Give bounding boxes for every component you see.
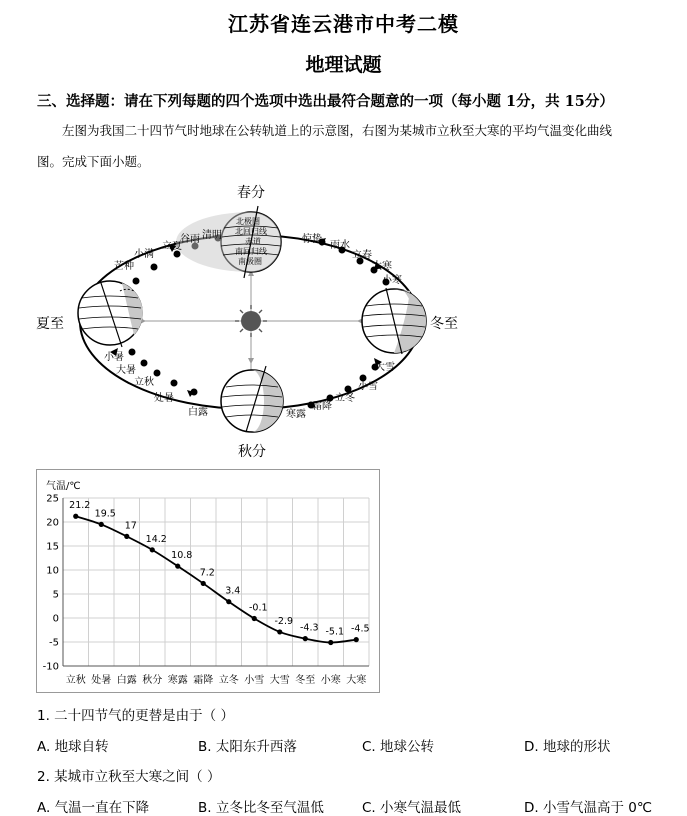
data-point [277,629,282,634]
data-label: -0.1 [248,602,268,614]
term-xiaohan: 小寒 [382,275,402,286]
question-2-stem: 2. 某城市立秋至大寒之间（ ） [37,769,221,785]
data-point [328,640,333,645]
x-tick-label: 大雪 [269,675,290,686]
x-tick-label: 处暑 [91,675,112,686]
term-liqiu: 立秋 [134,377,154,388]
y-tick-label: 15 [46,541,59,553]
y-tick-label: -5 [49,637,59,649]
data-label: -2.9 [274,615,294,627]
chart-ylabel: 气温/℃ [46,481,81,492]
globe-autumn [221,366,283,432]
data-point [252,616,257,621]
data-label: -4.3 [299,622,319,634]
term-lidong: 立冬 [335,393,355,404]
term-bailu: 白露 [188,407,208,418]
term-jingzhe: 惊蛰 [302,234,322,245]
y-tick-label: 0 [52,613,59,625]
data-point [303,636,308,641]
arrow-icon [248,358,254,364]
intro-line-2: 图。完成下面小题。 [37,154,150,169]
data-point [150,547,155,552]
term-yushui: 雨水 [330,240,350,251]
season-label-winter: 冬至 [430,316,458,332]
data-label: 10.8 [171,550,193,562]
data-label: 14.2 [145,533,167,545]
y-tick-label: 25 [46,493,59,505]
x-tick-label: 白露 [116,675,137,686]
globe-label-arctic: 北极圈 [236,217,260,226]
globe-label-antarctic: 南极圈 [238,257,262,266]
question-2-option-a[interactable]: A. 气温一直在下降 [37,800,150,816]
term-xiaoxue: 小雪 [358,381,378,392]
globe-label-equator: 赤道 [245,237,261,246]
x-tick-label: 立秋 [65,675,86,686]
question-1-option-c[interactable]: C. 地球公转 [362,739,435,755]
y-tick-label: 10 [46,565,59,577]
term-lichun: 立春 [352,250,372,261]
term-hanlu: 寒露 [286,409,306,420]
data-point [124,534,129,539]
data-point [73,514,78,519]
term-xiaoman: 小满 [134,249,154,260]
x-tick-label: 小寒 [320,675,341,686]
x-tick-label: 寒露 [167,675,188,686]
y-tick-label: -10 [42,661,59,673]
x-tick-label: 立冬 [218,675,239,686]
x-tick-label: 小雪 [244,675,265,686]
season-label-autumn: 秋分 [238,444,266,460]
term-shuangjiang: 霜降 [312,401,332,412]
season-label-summer: 夏至 [36,316,64,332]
x-tick-label: 秋分 [142,675,163,686]
term-qingming: 清明 [202,230,222,241]
data-label: 21.2 [69,500,91,512]
section-heading: 三、选择题：请在下列每题的四个选项中选出最符合题意的一项（每小题 1分，共 15分） [37,93,614,110]
page-title: 江苏省连云港市中考二模 [228,12,459,36]
data-label: 3.4 [225,585,241,597]
x-tick-label: 冬至 [295,675,316,686]
question-2-option-c[interactable]: C. 小寒气温最低 [362,800,462,816]
globe-summer [78,280,143,347]
intro-line-1: 左图为我国二十四节气时地球在公转轨道上的示意图，右图为某城市立秋至大寒的平均气温变化曲线 [62,123,613,138]
globe-winter [362,288,426,354]
term-daxue: 大雪 [375,362,395,373]
question-1-option-d[interactable]: D. 地球的形状 [524,739,611,755]
term-lixia: 立夏 [162,241,182,252]
data-point [354,637,359,642]
data-label: -4.5 [350,623,370,635]
term-guyu: 谷雨 [180,234,200,245]
term-chushu: 处暑 [154,393,174,404]
data-point [99,522,104,527]
data-label: 7.2 [199,567,215,579]
globe-label-tropic-capricorn: 南回归线 [235,247,267,256]
data-point [226,599,231,604]
term-dashu: 大暑 [116,365,136,376]
term-xiaoshu: 小暑 [104,352,124,363]
question-2-option-b[interactable]: B. 立冬比冬至气温低 [198,800,324,816]
season-label-spring: 春分 [237,185,265,201]
orbit-diagram [30,180,470,462]
question-2-option-d[interactable]: D. 小雪气温高于 0℃ [524,800,653,816]
question-1-stem: 1. 二十四节气的更替是由于（ ） [37,708,234,724]
y-tick-label: 5 [52,589,59,601]
temperature-chart [36,469,381,694]
term-mangzhong: 芒种 [114,261,134,272]
page-subtitle: 地理试题 [305,54,382,76]
data-label: 17 [124,520,137,532]
data-label: 19.5 [94,508,116,520]
x-tick-label: 霜降 [193,675,214,686]
question-1-option-b[interactable]: B. 太阳东升西落 [198,739,297,755]
data-point [201,581,206,586]
globe-label-tropic-cancer: 北回归线 [235,227,267,236]
x-tick-label: 大寒 [346,675,367,686]
term-dahan: 大寒 [372,261,392,272]
data-label: -5.1 [325,626,345,638]
data-point [175,564,180,569]
y-tick-label: 20 [46,517,59,529]
question-1-option-a[interactable]: A. 地球自转 [37,739,109,755]
